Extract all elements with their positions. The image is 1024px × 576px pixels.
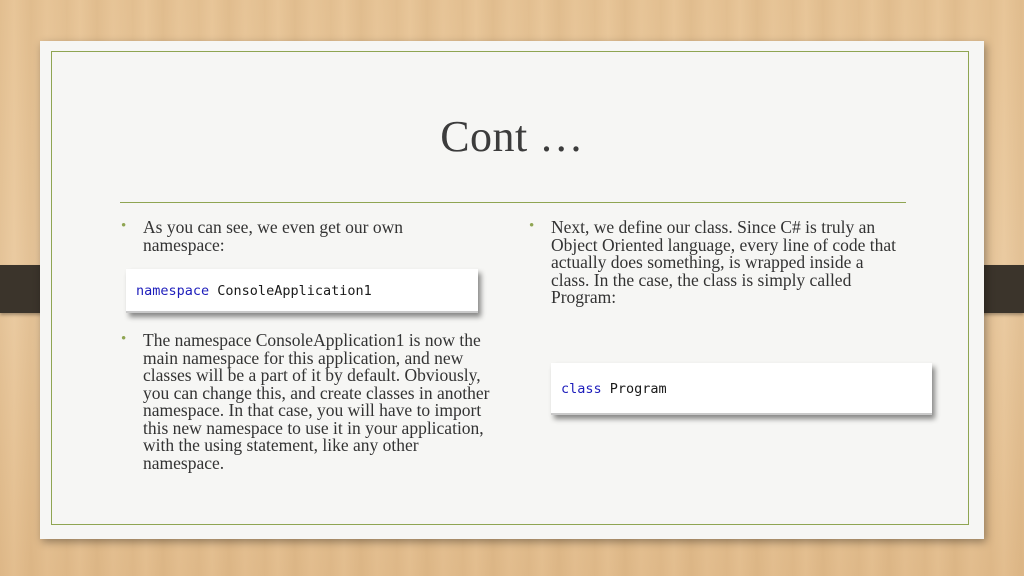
code-keyword: namespace [136, 283, 210, 299]
code-keyword: class [561, 381, 602, 397]
slide [40, 41, 984, 539]
left-bullet-1 [121, 217, 483, 255]
code-identifier: Program [609, 381, 667, 397]
left-bullet-1-text: As you can see, we even get our own namespace: [143, 217, 403, 255]
left-bullet-2-text: The namespace ConsoleApplication1 is now the main namespace for this application, and new classes will be a part of it by default. Obviously, you can change this, and create classes in another namespace. In that case, you will have to import this new namespace to use it in your application, with the using statement, like any other namespace. [143, 330, 490, 473]
slide-title: Cont … [440, 112, 584, 161]
bullet-dot-icon: • [121, 331, 127, 347]
title-divider [120, 202, 906, 203]
bullet-dot-icon: • [529, 218, 535, 234]
right-bullet-1-text: Next, we define our class. Since C# is truly an Object Oriented language, every line of code that actually does something, is wrapped inside a class. In the case, the class is simply called Program: [551, 217, 896, 307]
namespace-code-box [126, 269, 478, 313]
code-identifier: ConsoleApplication1 [217, 283, 372, 299]
bullet-dot-icon: • [121, 218, 127, 234]
left-bullet-2 [121, 330, 498, 473]
right-bullet-1 [529, 217, 899, 307]
class-code-box [551, 363, 932, 415]
